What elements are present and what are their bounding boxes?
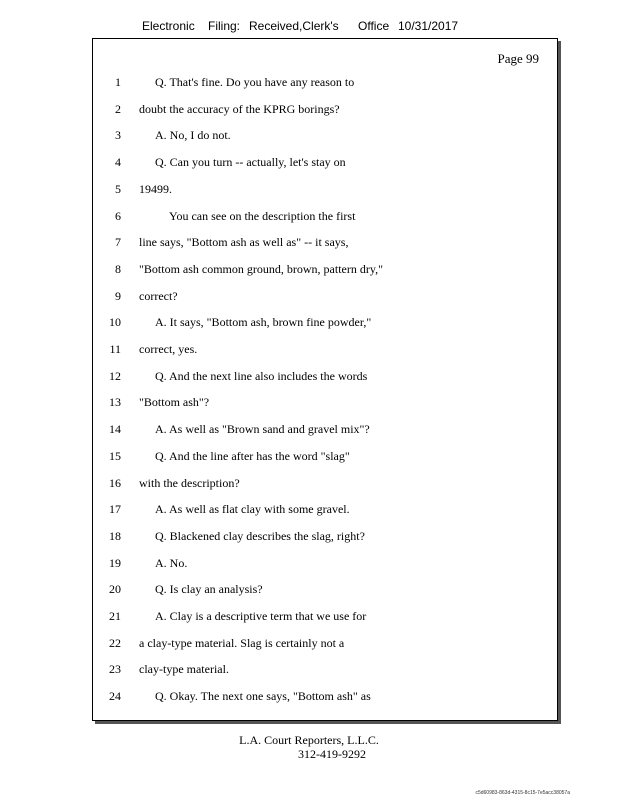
line-number: 2 <box>115 101 121 116</box>
line-number: 16 <box>109 475 121 490</box>
line-text: Q. Is clay an analysis? <box>155 582 263 597</box>
line-text: A. Clay is a descriptive term that we use for <box>155 609 367 623</box>
header-electronic: Electronic <box>142 19 195 33</box>
line-text: Q. Okay. The next one says, "Bottom ash" as <box>155 689 371 704</box>
header-filing: Filing: <box>208 19 241 33</box>
footer-company: L.A. Court Reporters, L.L.C. <box>239 733 379 747</box>
header-office: Office <box>358 19 390 33</box>
header-date: 10/31/2017 <box>398 19 459 33</box>
line-number: 12 <box>109 368 121 383</box>
transcript-line <box>93 289 553 307</box>
line-number: 20 <box>109 582 121 597</box>
line-number: 24 <box>109 689 121 704</box>
footer-phone: 312-419-9292 <box>298 747 366 761</box>
transcript-line <box>93 609 553 627</box>
line-number: 6 <box>115 208 121 223</box>
line-number: 13 <box>109 395 121 410</box>
line-text: A. As well as "Brown sand and gravel mix"? <box>155 422 370 437</box>
line-number: 23 <box>109 662 121 677</box>
line-text: A. No, I do not. <box>155 128 231 143</box>
line-text: doubt the accuracy of the KPRG borings? <box>139 101 340 116</box>
transcript-line <box>93 476 553 494</box>
line-number: 17 <box>109 502 121 517</box>
line-number: 11 <box>109 342 121 356</box>
transcript-line <box>93 209 553 227</box>
line-text: Q. And the line after has the word "slag" <box>155 448 350 463</box>
document-hash: c5d60983-863d-4315-8c15-7e5acc38057a <box>475 790 570 796</box>
transcript-line <box>93 636 553 654</box>
line-text: You can see on the description the first <box>169 208 356 223</box>
line-text: "Bottom ash common ground, brown, pattern dry," <box>139 261 383 276</box>
transcript-line <box>93 182 553 200</box>
line-text: clay-type material. <box>139 662 229 677</box>
line-number: 1 <box>115 75 121 89</box>
transcript-line <box>93 128 553 146</box>
transcript-line <box>93 582 553 600</box>
line-text: A. No. <box>155 555 188 570</box>
line-number: 18 <box>109 528 121 543</box>
transcript-line <box>93 102 553 120</box>
line-number: 4 <box>115 155 121 170</box>
line-number: 5 <box>115 181 121 196</box>
line-number: 9 <box>115 288 121 303</box>
line-number: 10 <box>109 315 121 330</box>
line-text: a clay-type material. Slag is certainly not a <box>139 635 345 650</box>
line-text: Q. And the next line also includes the words <box>155 368 368 383</box>
line-text: Q. That's fine. Do you have any reason to <box>155 75 355 89</box>
transcript-line <box>93 689 553 707</box>
transcript-line <box>93 395 553 413</box>
line-text: A. As well as flat clay with some gravel. <box>155 502 350 517</box>
transcript-line <box>93 502 553 520</box>
transcript-line <box>93 369 553 387</box>
line-number: 22 <box>109 635 121 650</box>
line-text: with the description? <box>139 475 240 490</box>
transcript-line <box>93 662 553 680</box>
line-number: 21 <box>109 609 121 623</box>
transcript-line <box>93 75 553 93</box>
transcript-line <box>93 235 553 253</box>
line-text: Q. Blackened clay describes the slag, right? <box>155 528 365 543</box>
transcript-line <box>93 449 553 467</box>
transcript-line <box>93 262 553 280</box>
page-number: Page 99 <box>497 51 539 66</box>
line-number: 7 <box>115 235 121 250</box>
line-number: 14 <box>109 422 121 437</box>
line-text: "Bottom ash"? <box>139 395 210 410</box>
transcript-line <box>93 155 553 173</box>
line-text: A. It says, "Bottom ash, brown fine powder," <box>155 315 372 330</box>
header-received: Received,Clerk's <box>249 19 339 33</box>
transcript-line <box>93 556 553 574</box>
filing-header <box>0 19 618 35</box>
line-number: 3 <box>115 128 121 143</box>
line-number: 15 <box>109 448 121 463</box>
line-number: 19 <box>109 555 121 570</box>
line-text: 19499. <box>139 181 172 196</box>
transcript-line <box>93 342 553 360</box>
line-text: Q. Can you turn -- actually, let's stay on <box>155 155 346 170</box>
transcript-line <box>93 422 553 440</box>
line-text: correct? <box>139 288 178 303</box>
line-text: correct, yes. <box>139 342 198 356</box>
line-number: 8 <box>115 261 121 276</box>
line-text: line says, "Bottom ash as well as" -- it says, <box>139 235 349 250</box>
transcript-page <box>92 38 558 721</box>
transcript-line <box>93 315 553 333</box>
transcript-line <box>93 529 553 547</box>
